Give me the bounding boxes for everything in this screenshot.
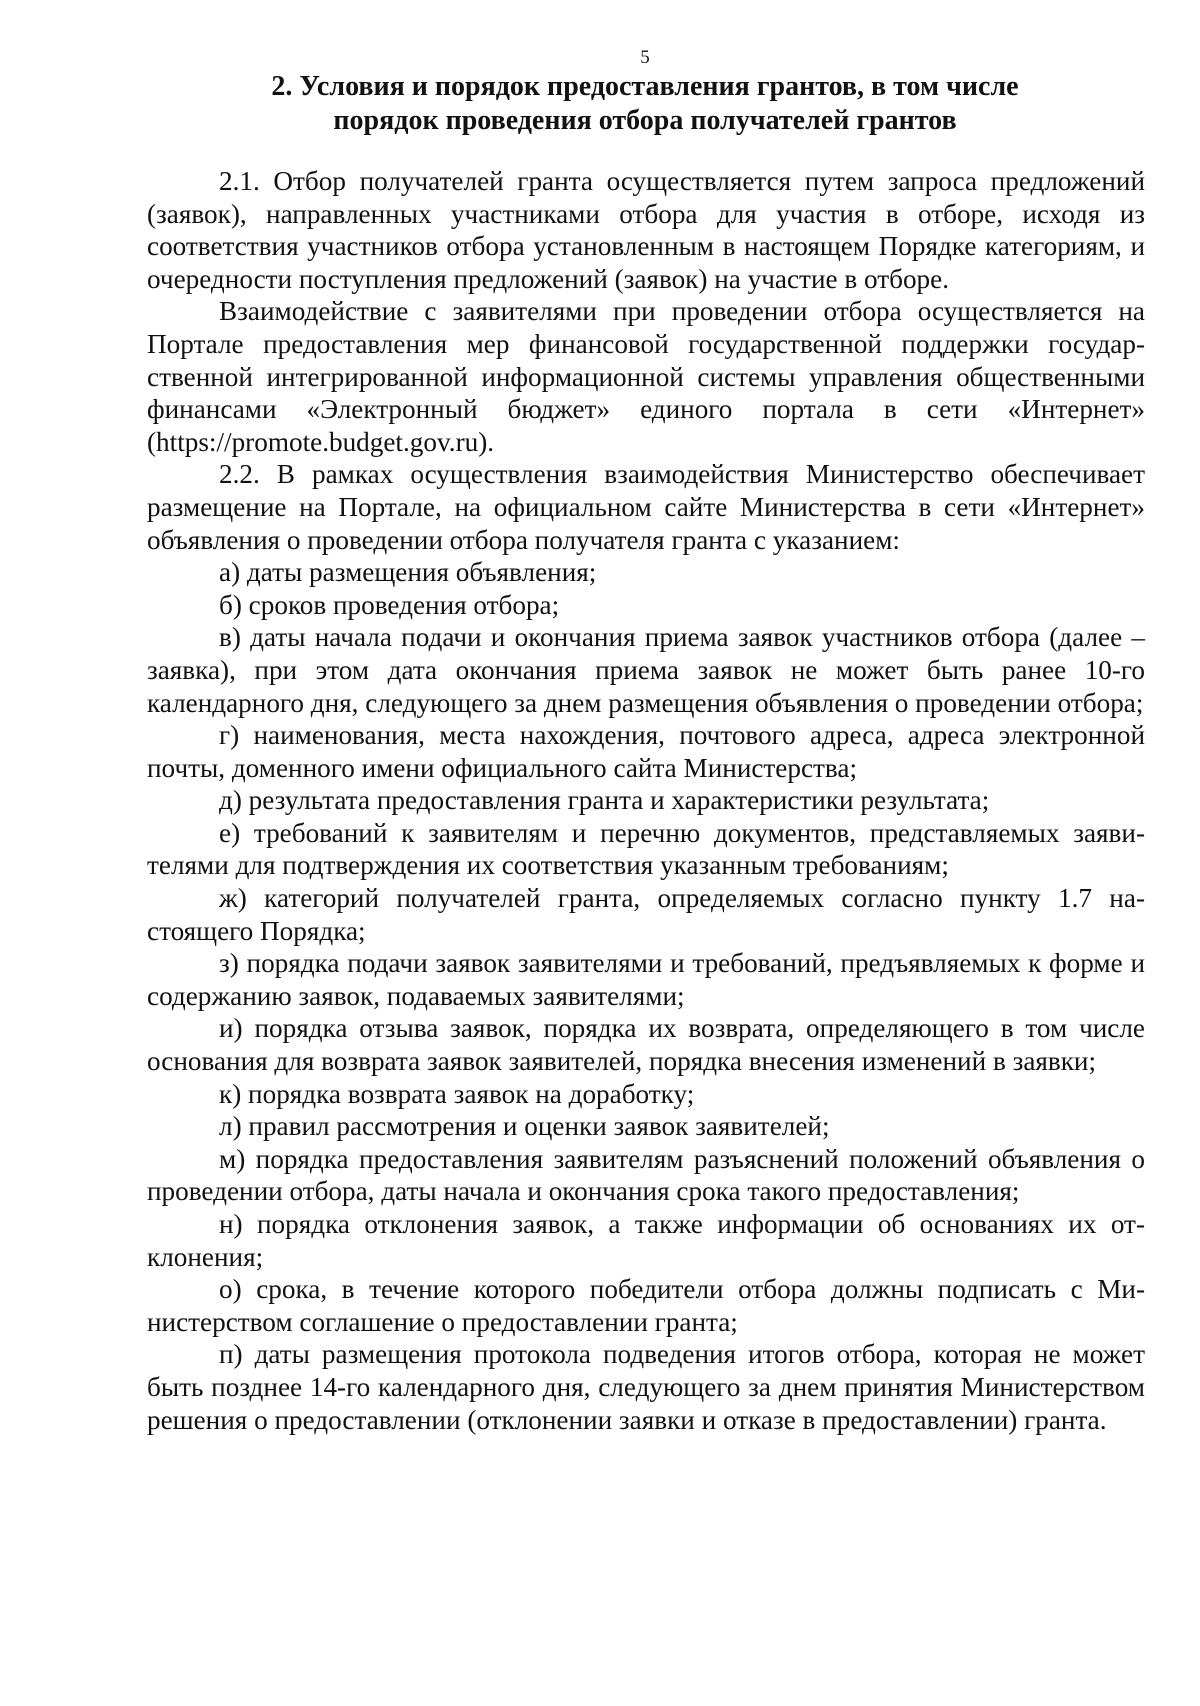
list-item-n: н) порядка отклонения заявок, а также информации об основаниях их отклонения; (147, 1209, 1145, 1272)
list-item-v: в) даты начала подачи и окончания приема заявок участников отбора (далее – заявка), при этом дата окончания приема заявок не может быть ранее 10-го календарного дня, следующего за днем размещения объявления о проведении отбора; (147, 622, 1145, 718)
list-item-d: д) результата предоставления гранта и характеристики результата; (219, 785, 990, 816)
paragraph-2-2: 2.2. В рамках осуществления взаимодействия Министерство обеспечивает размещение на Портале, на официальном сайте Министерства в сети «Интернет» объявления о проведении отбора получателя гранта с указанием: (147, 459, 1145, 555)
list-item-m: м) порядка предоставления заявителям разъяснений положений объявления о проведении отбора, даты начала и окончания срока такого предоставления; (147, 1143, 1145, 1207)
paragraph-2-1: 2.1. Отбор получателей гранта осуществляется путем запроса предложений (заявок), направленных участниками отбора для участия в отборе, исходя из соответствия участников отбора установленным в настоящем Порядке категориям, и очередности поступления предложений (заявок) на участие в отборе. (147, 166, 1145, 294)
list-item-o: о) срока, в течение которого победители отбора должны подписать с Министерством соглашение о предоставлении гранта; (147, 1274, 1145, 1337)
list-item-k: к) порядка возврата заявок на доработку; (219, 1078, 695, 1109)
list-item-e: е) требований к заявителям и перечню документов, представляемых заявителями для подтверждения их соответствия указанным требованиям; (147, 817, 1145, 881)
list-item-l: л) правил рассмотрения и оценки заявок заявителей; (219, 1111, 830, 1142)
document-body (147, 165, 1145, 1436)
list-item-b: б) сроков проведения отбора; (219, 589, 560, 620)
section-heading-line-2: порядок проведения отбора получателей грантов (333, 105, 957, 136)
list-item-a: а) даты размещения объявления; (219, 557, 597, 588)
paragraph-interaction: Взаимодействие с заявителями при проведении отбора осуществляется на Портале предоставления мер финансовой государственной поддержки государственной интегрированной информационной системы управления общественными финансами «Электронный бюджет» единого портала в сети «Интернет» (https://promote.budget.gov.ru). (147, 296, 1145, 457)
list-item-z: з) порядка подачи заявок заявителями и требований, предъявляемых к форме и содержанию заявок, подаваемых заявителями; (147, 948, 1145, 1011)
section-heading (0, 70, 1200, 138)
page-number: 5 (640, 47, 650, 68)
list-item-p: п) даты размещения протокола подведения итогов отбора, которая не может быть позднее 14-го календарного дня, следующего за днем принятия Министерством решения о предоставлении (отклонении заявки и отказе в предоставлении) гранта. (147, 1339, 1145, 1435)
list-item-zh: ж) категорий получателей гранта, определяемых согласно пункту 1.7 настоящего Порядка; (147, 883, 1145, 946)
list-item-i: и) порядка отзыва заявок, порядка их возврата, определяющего в том числе основания для возврата заявок заявителей, порядка внесения изменений в заявки; (147, 1013, 1145, 1077)
list-item-g: г) наименования, места нахождения, почтового адреса, адреса электронной почты, доменного имени официального сайта Министерства; (147, 720, 1145, 783)
section-heading-line-1: 2. Условия и порядок предоставления грантов, в том числе (271, 71, 1019, 102)
